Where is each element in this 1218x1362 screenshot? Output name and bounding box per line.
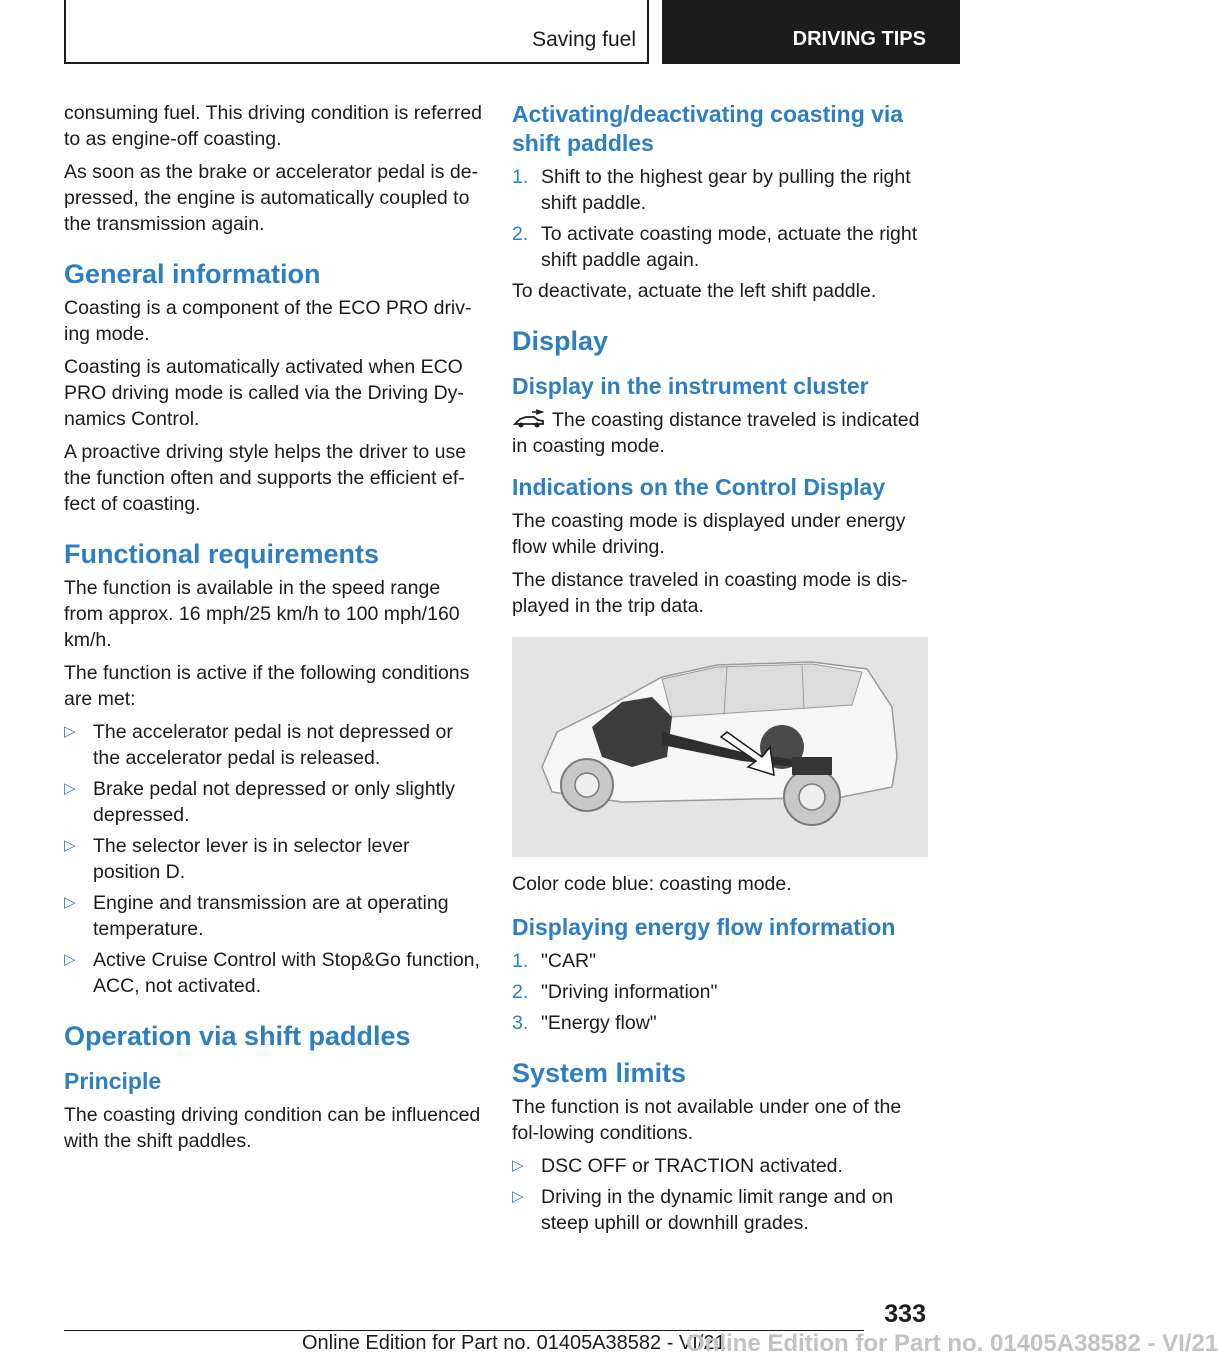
triangle-right-icon: ▷ bbox=[64, 894, 76, 911]
coasting-car-icon bbox=[512, 409, 546, 429]
heading-control-display: Indications on the Control Display bbox=[512, 474, 886, 500]
heading-operation-shift-paddles: Operation via shift paddles bbox=[64, 1021, 411, 1051]
paragraph: To deactivate, actuate the left shift paddle. bbox=[512, 280, 877, 302]
heading-display: Display bbox=[512, 326, 609, 356]
triangle-right-icon: ▷ bbox=[512, 1188, 524, 1205]
vehicle-drivetrain-image bbox=[512, 637, 928, 857]
list-item: ▷ Brake pedal not depressed or only slightly depressed. bbox=[64, 778, 456, 826]
paragraph: A proactive driving style helps the driver to use the function often and supports the efficient ef‐fect of coasting. bbox=[64, 441, 467, 515]
paragraph: As soon as the brake or accelerator pedal is de‐pressed, the engine is automatically coupled to the transmission again. bbox=[64, 161, 479, 235]
activate-steps-list bbox=[512, 164, 930, 273]
vehicle-drivetrain-illustration bbox=[512, 637, 928, 857]
paragraph: consuming fuel. This driving condition is referred to as engine-off coasting. bbox=[64, 102, 483, 150]
watermark: Online Edition for Part no. 01405A38582 - VI/21 bbox=[686, 1330, 1218, 1357]
triangle-right-icon: ▷ bbox=[64, 723, 76, 740]
heading-energy-flow: Displaying energy flow information bbox=[512, 914, 896, 940]
paragraph: Coasting is a component of the ECO PRO driv‐ing mode. bbox=[64, 297, 472, 345]
paragraph: The coasting driving condition can be influenced with the shift paddles. bbox=[64, 1104, 481, 1152]
paragraph: The coasting distance traveled is indicated in coasting mode. bbox=[512, 409, 920, 457]
conditions-list bbox=[64, 719, 482, 999]
figure-caption: Color code blue: coasting mode. bbox=[512, 873, 792, 895]
list-item: ▷ The accelerator pedal is not depressed or the accelerator pedal is released. bbox=[64, 721, 453, 769]
list-item: 2. "Driving information" bbox=[512, 981, 718, 1003]
header-chapter-tab: DRIVING TIPS bbox=[662, 0, 960, 64]
limits-list bbox=[512, 1153, 930, 1236]
triangle-right-icon: ▷ bbox=[64, 780, 76, 797]
triangle-right-icon: ▷ bbox=[64, 951, 76, 968]
page-number: 333 bbox=[884, 1300, 926, 1328]
list-item: ▷ Driving in the dynamic limit range and on steep uphill or downhill grades. bbox=[512, 1186, 894, 1234]
list-item: ▷ DSC OFF or TRACTION activated. bbox=[512, 1155, 843, 1177]
paragraph: The function is active if the following conditions are met: bbox=[64, 662, 470, 710]
paragraph: The distance traveled in coasting mode is dis‐played in the trip data. bbox=[512, 569, 908, 617]
heading-activating-coasting: Activating/deactivating coasting via shift paddles bbox=[512, 101, 904, 156]
energy-steps-list bbox=[512, 948, 930, 1036]
paragraph: The coasting mode is displayed under energy flow while driving. bbox=[512, 510, 906, 558]
triangle-right-icon: ▷ bbox=[512, 1157, 524, 1174]
list-item: 1. "CAR" bbox=[512, 950, 597, 972]
list-item: 2. To activate coasting mode, actuate the right shift paddle again. bbox=[512, 223, 918, 271]
paragraph: The function is not available under one of the fol‐lowing conditions. bbox=[512, 1096, 902, 1144]
heading-system-limits: System limits bbox=[512, 1058, 687, 1088]
list-item: 1. Shift to the highest gear by pulling the right shift paddle. bbox=[512, 166, 911, 214]
triangle-right-icon: ▷ bbox=[64, 837, 76, 854]
paragraph: The function is available in the speed range from approx. 16 mph/25 km/h to 100 mph/160 km/h. bbox=[64, 577, 460, 651]
footer-edition: Online Edition for Part no. 01405A38582 - VI/21 bbox=[302, 1332, 726, 1354]
heading-functional-requirements: Functional requirements bbox=[64, 539, 380, 569]
list-item: ▷ Engine and transmission are at operating temperature. bbox=[64, 892, 449, 940]
header-section-title: Saving fuel bbox=[532, 28, 636, 51]
list-item: ▷ Active Cruise Control with Stop&Go function, ACC, not activated. bbox=[64, 949, 480, 997]
paragraph: Coasting is automatically activated when ECO PRO driving mode is called via the Driving Dy‐namics Control. bbox=[64, 356, 464, 430]
list-item: ▷ The selector lever is in selector lever position D. bbox=[64, 835, 410, 883]
heading-principle: Principle bbox=[64, 1068, 162, 1094]
list-item: 3. "Energy flow" bbox=[512, 1012, 657, 1034]
heading-instrument-cluster: Display in the instrument cluster bbox=[512, 373, 869, 399]
heading-general-information: General information bbox=[64, 259, 321, 289]
right-column bbox=[512, 100, 930, 1241]
left-column bbox=[64, 100, 482, 1161]
